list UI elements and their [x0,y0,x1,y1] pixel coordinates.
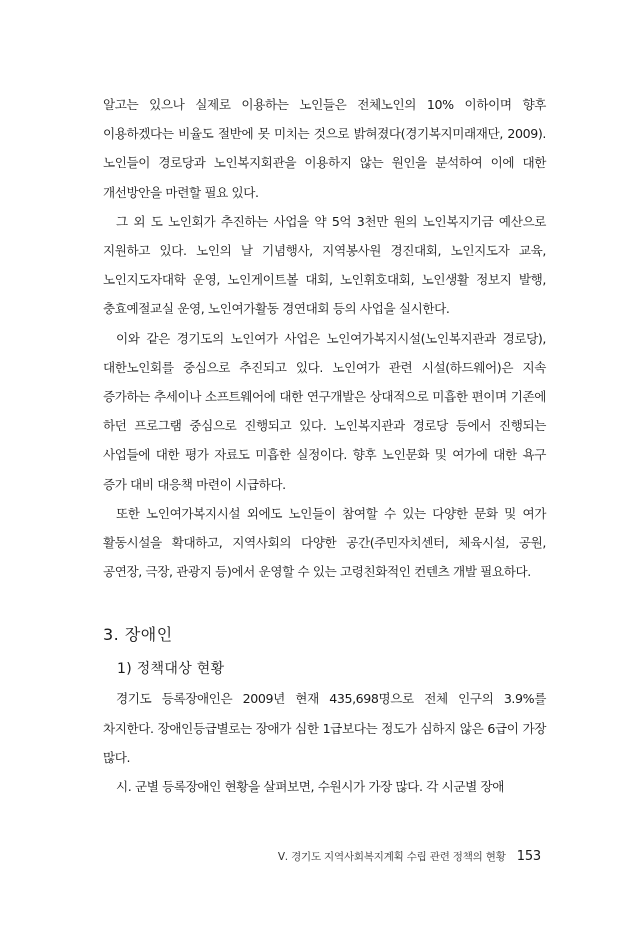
paragraph-city-county-disabled: 시. 군별 등록장애인 현황을 살펴보면, 수원시가 가장 많다. 각 시군별 장애 [116,779,505,795]
running-title: Ⅴ. 경기도 지역사회복지계획 수립 관련 정책의 현황 [277,851,506,863]
paragraph-leisure-expansion: 또한 노인여가복지시설 외에도 노인들이 참여할 수 있는 다양한 문화 및 여가 활동시설을 확대하고, 지역사회의 다양한 공간(주민자치센터, 체육시설, 공원, 공연장, 극장, 관광지 등)에서 운영할 수 있는 고령친화적인 컨텐츠 개발 필요하다. [103,505,546,580]
body-text [103,90,546,801]
paragraph-senior-association-projects: 그 외 도 노인회가 추진하는 사업을 약 5억 3천만 원의 노인복지기금 예산으로 지원하고 있다. 노인의 날 기념행사, 지역봉사원 경진대회, 노인지도자 교육, 노인지도자대학 운영, 노인게이트볼 대회, 노인휘호대회, 노인생활 정보지 발행, 충효예절교실 운영, 노인여가활동 경연대회 등의 사업을 실시한다. [103,213,546,317]
paragraph-senior-facility-usage: 알고는 있으나 실제로 이용하는 노인들은 전체노인의 10% 이하이며 향후 이용하겠다는 비율도 절반에 못 미치는 것으로 밝혀졌다(경기복지미래재단, 2009). 노인들이 경로당과 노인복지회관을 이용하지 않는 원인을 분석하여 이에 대한 개선방안을 마련할 필요 있다. [103,97,546,200]
subsection-title: 1) 정책대상 현황 [117,661,225,678]
page-number: 153 [516,849,541,864]
paragraph-registered-disabled: 경기도 등록장애인은 2009년 현재 435,698명으로 전체 인구의 3.9%를 차지한다. 장애인등급별로는 장애가 심한 1급보다는 정도가 심하지 않은 6급이 가장 많다. [103,691,546,765]
paragraph-senior-leisure-status: 이와 같은 경기도의 노인여가 사업은 노인여가복지시설(노인복지관과 경로당), 대한노인회를 중심으로 추진되고 있다. 노인여가 관련 시설(하드웨어)은 지속 증가하는 추세이나 소프트웨어에 대한 연구개발은 상대적으로 미흡한 편이며 기존에 하던 프로그램 중심으로 진행되고 있다. 노인복지관과 경로당 등에서 진행되는 사업들에 대한 평가 자료도 미흡한 실정이다. 향후 노인문화 및 여가에 대한 욕구 증가 대비 대응책 마련이 시급하다. [103,330,546,492]
section-title: 3. 장애인 [103,625,173,645]
page-footer [278,849,541,864]
